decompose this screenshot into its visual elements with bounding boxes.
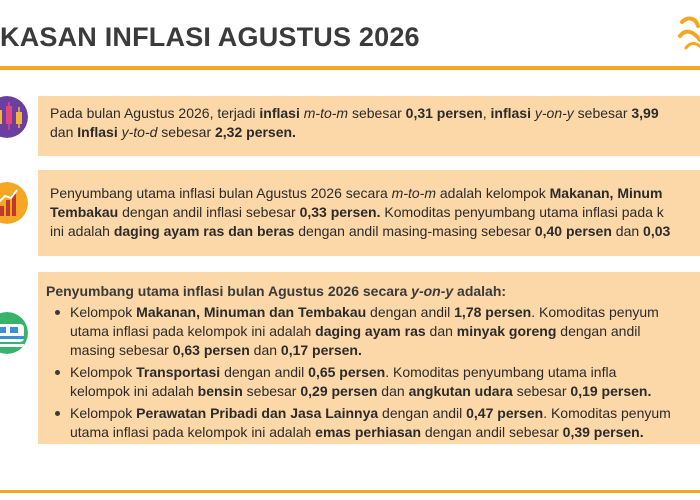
summary-panel	[38, 96, 700, 156]
yony-contributor-panel	[38, 272, 700, 444]
mtom-contributor-panel	[38, 170, 700, 256]
text-run: dengan andil	[378, 405, 467, 421]
list-item	[46, 363, 700, 401]
text-run: dan	[50, 124, 78, 140]
summary-line-1	[50, 104, 700, 123]
text-run: 2,32 persen.	[215, 124, 296, 140]
text-run: 0,33 persen.	[299, 204, 381, 220]
text-run: Tembakau	[50, 204, 119, 220]
text-run: sebesar	[242, 383, 301, 399]
item-line	[70, 423, 700, 442]
text-run: utama inflasi pada kelompok ini adalah	[70, 323, 316, 339]
text-run: Makanan, Minuman dan Tembakau	[136, 304, 367, 320]
text-run: 0,40 persen	[534, 223, 612, 239]
text-run: Inflasi	[77, 124, 122, 140]
item-line	[70, 341, 700, 360]
text-run: 1,78 persen	[454, 304, 532, 320]
text-run: dengan andil	[556, 323, 641, 339]
text-run: sebesar	[512, 383, 571, 399]
yony-list	[46, 303, 700, 442]
text-run: 0,39 persen.	[562, 424, 644, 440]
item-line	[70, 322, 700, 341]
text-run: . Komoditas penyum	[531, 304, 659, 320]
text-run: sebesar	[573, 105, 632, 121]
text-run: bensin	[197, 383, 243, 399]
item-line	[70, 382, 700, 401]
text-run: Transportasi	[136, 364, 221, 380]
text-run: 0,29 persen	[300, 383, 378, 399]
text-run: Perawatan Pribadi dan Jasa Lainnya	[136, 405, 379, 421]
text-run: daging ayam ras dan beras	[113, 223, 295, 239]
text-run: 0,03	[643, 223, 671, 239]
text-run: adalah:	[453, 283, 507, 299]
text-run: 0,65 persen	[308, 364, 386, 380]
mtom-line-2	[50, 203, 700, 222]
text-run: Pada bulan Agustus 2026, terjadi	[50, 105, 260, 121]
text-run: ,	[482, 105, 491, 121]
list-item	[46, 303, 700, 360]
footer-divider	[0, 490, 700, 493]
text-run: 0,47 persen	[466, 405, 544, 421]
text-run: 3,99	[631, 105, 659, 121]
train-icon	[0, 312, 28, 354]
text-run: 0,63 persen	[172, 342, 250, 358]
text-run: . Komoditas penyum	[543, 405, 671, 421]
text-run: Penyumbang utama inflasi bulan Agustus 2026 secara	[46, 283, 412, 299]
yony-heading	[46, 282, 700, 301]
text-run: dan	[611, 223, 644, 239]
text-run: dengan andil sebesar	[421, 424, 563, 440]
text-run: . Komoditas penyumbang utama infla	[385, 364, 617, 380]
candlestick-chart-icon	[0, 96, 28, 138]
text-run: m-to-m	[303, 105, 349, 121]
text-run: y-on-y	[411, 283, 454, 299]
text-run: emas perhiasan	[315, 424, 421, 440]
text-run: Kelompok	[70, 304, 137, 320]
text-run: dan	[377, 383, 409, 399]
text-run: Penyumbang utama inflasi bulan Agustus 2026 secara	[50, 185, 392, 201]
text-run: Kelompok	[70, 405, 137, 421]
text-run: sebesar	[348, 105, 406, 121]
text-run: 0,17 persen.	[280, 342, 362, 358]
text-run: Komoditas penyumbang utama inflasi pada k	[380, 204, 664, 220]
text-run: ini adalah	[50, 223, 114, 239]
item-line	[70, 363, 700, 382]
text-run: dengan andil	[366, 304, 455, 320]
text-run: sebesar	[157, 124, 215, 140]
text-run: 0,31 persen	[405, 105, 483, 121]
text-run: kelompok ini adalah	[70, 383, 198, 399]
text-run: inflasi	[259, 105, 304, 121]
text-run: 0,19 persen.	[570, 383, 652, 399]
header-divider	[0, 66, 700, 70]
summary-line-2	[50, 123, 700, 142]
text-run: m-to-m	[391, 185, 436, 201]
text-run: dan	[425, 323, 457, 339]
text-run: angkutan udara	[408, 383, 513, 399]
text-run: utama inflasi pada kelompok ini adalah	[70, 424, 316, 440]
mtom-line-1	[50, 184, 700, 203]
logo-icon	[676, 14, 700, 54]
mtom-line-3	[50, 222, 700, 241]
text-run: y-on-y	[534, 105, 574, 121]
text-run: minyak goreng	[456, 323, 557, 339]
item-line	[70, 303, 700, 322]
text-run: dan	[249, 342, 281, 358]
text-run: daging ayam ras	[315, 323, 426, 339]
text-run: Makanan, Minum	[549, 185, 663, 201]
text-run: masing sebesar	[70, 342, 173, 358]
text-run: Kelompok	[70, 364, 137, 380]
list-item	[46, 404, 700, 442]
text-run: dengan andil masing-masing sebesar	[294, 223, 535, 239]
item-line	[70, 404, 700, 423]
text-run: y-to-d	[121, 124, 158, 140]
bar-chart-icon	[0, 182, 28, 224]
text-run: dengan andil	[220, 364, 309, 380]
page-title: KASAN INFLASI AGUSTUS 2026	[0, 22, 420, 52]
text-run: adalah kelompok	[436, 185, 550, 201]
text-run: inflasi	[490, 105, 535, 121]
text-run: dengan andil inflasi sebesar	[118, 204, 300, 220]
